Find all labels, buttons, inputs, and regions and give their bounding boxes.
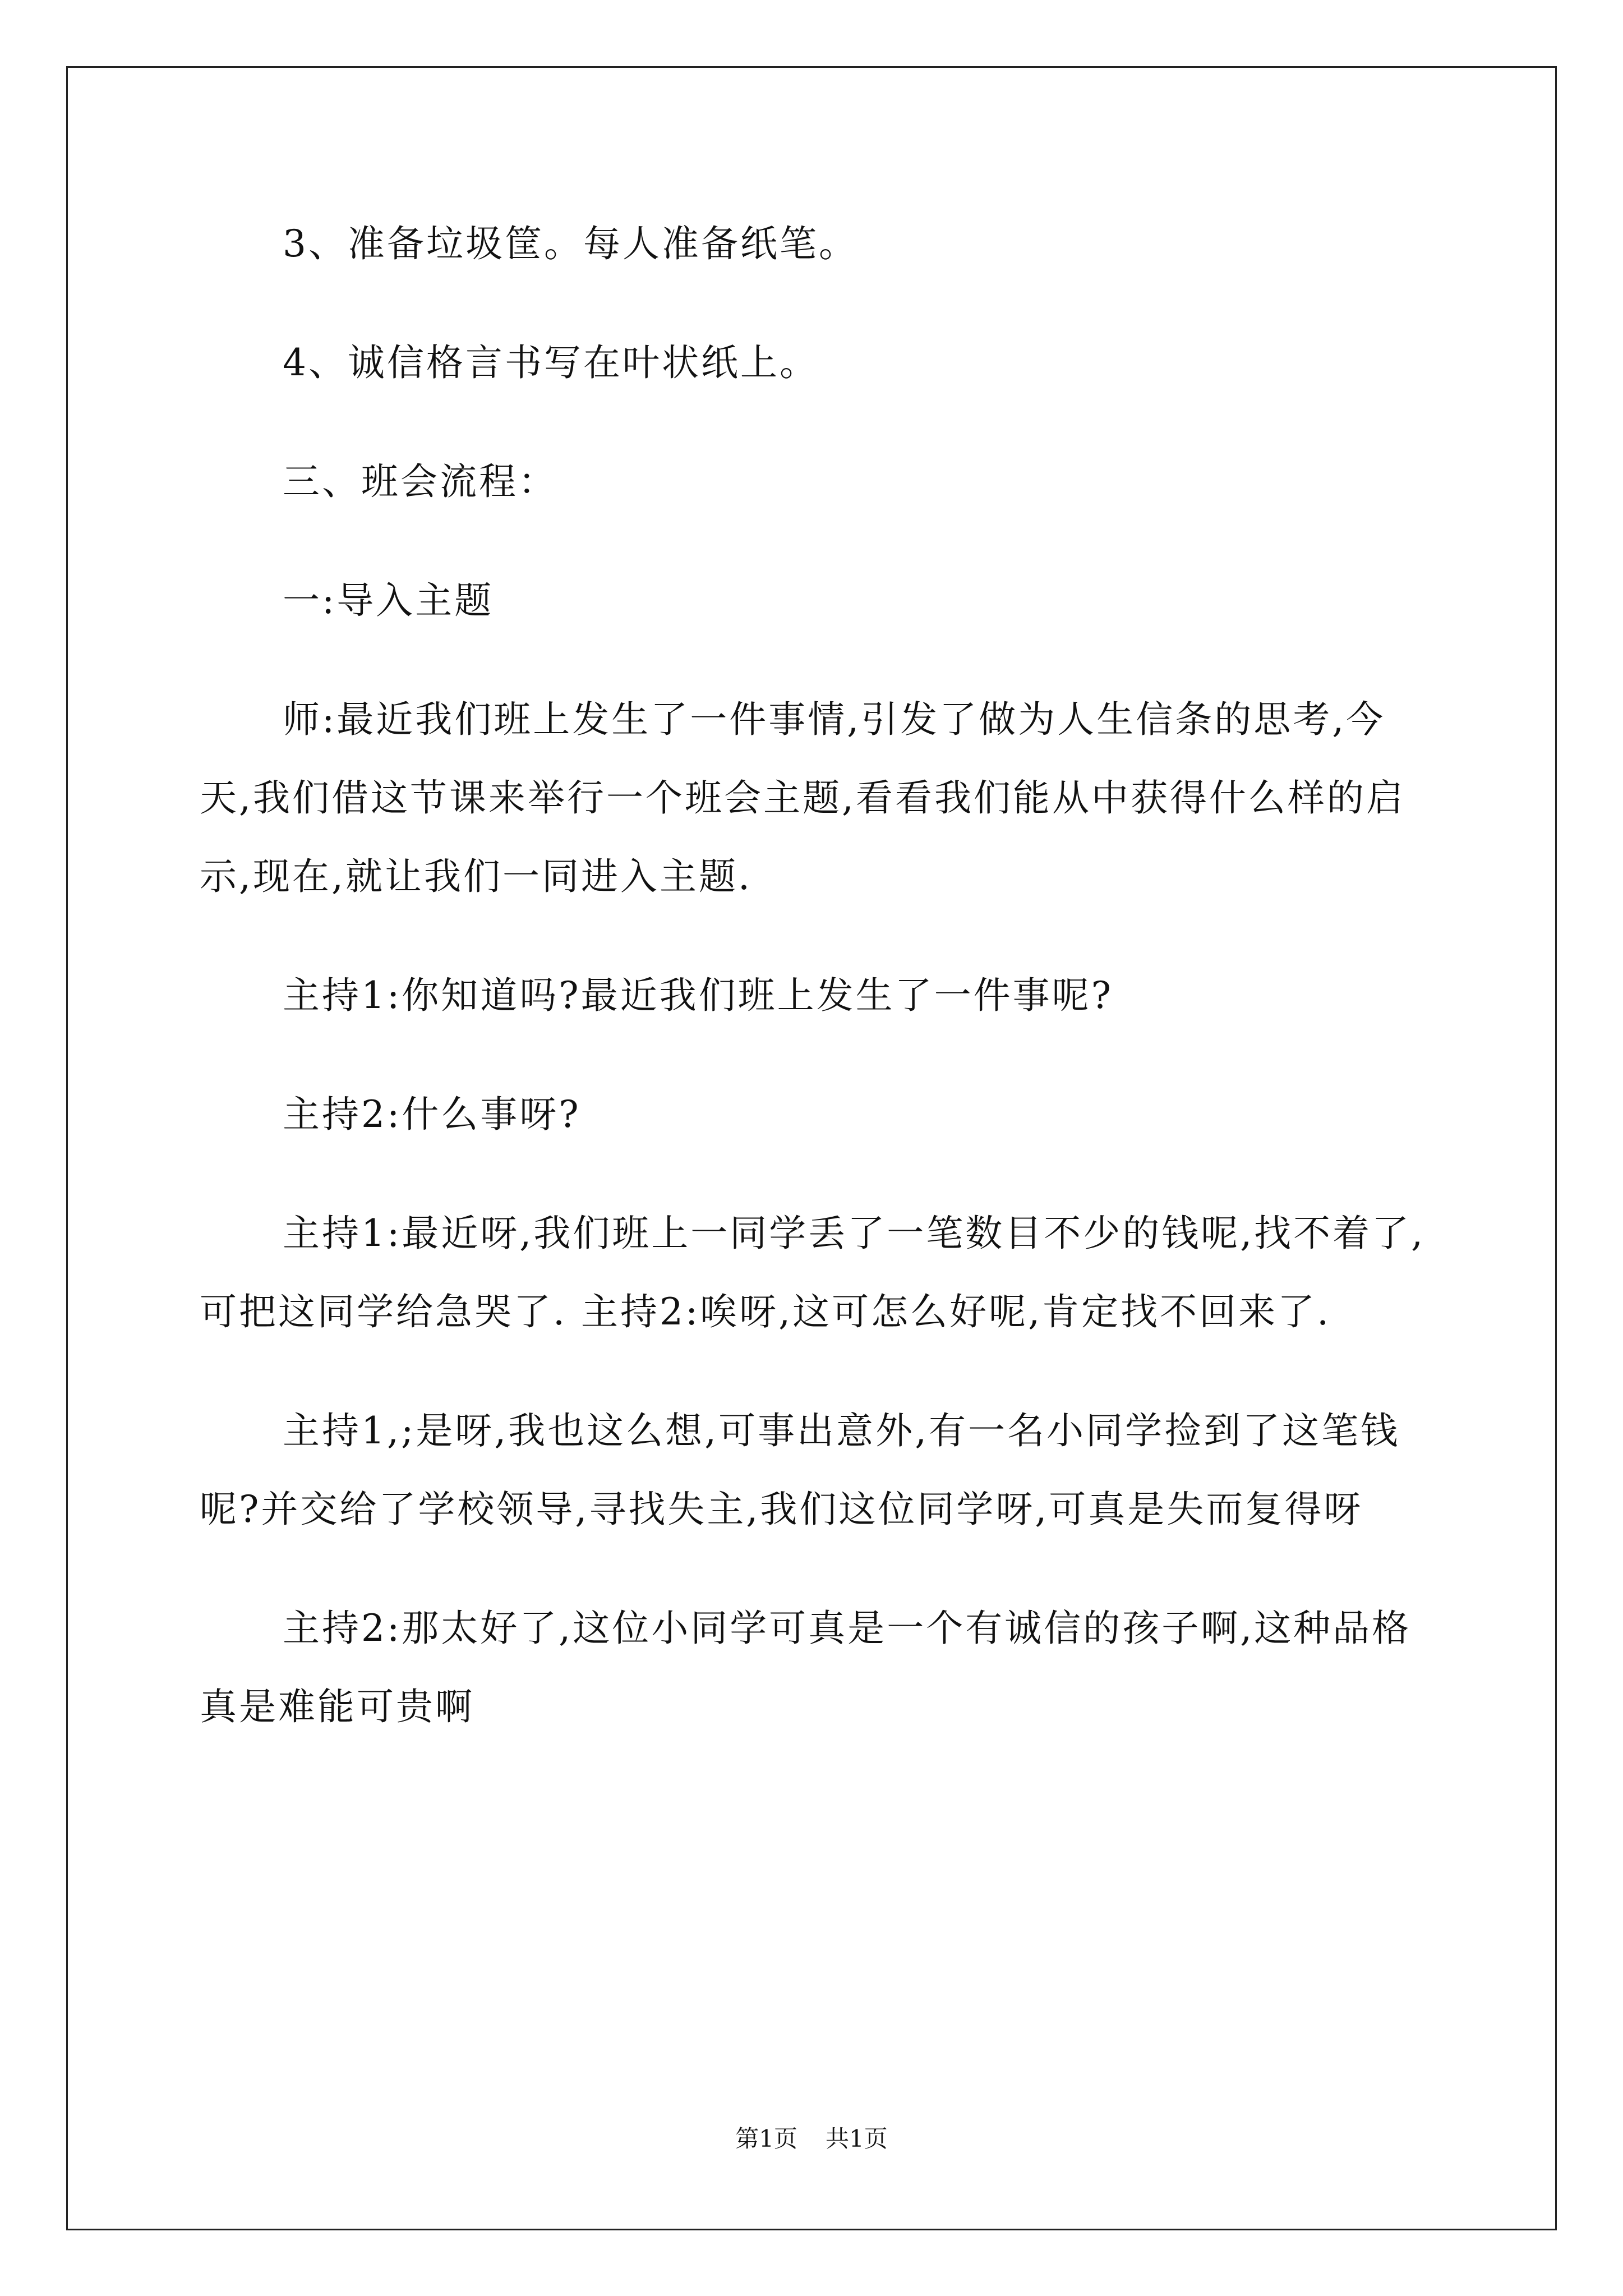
subsection-heading: 一:导入主题 (283, 579, 494, 622)
page-footer (0, 2120, 1623, 2154)
paragraph-host1-b: 主持1:最近呀,我们班上一同学丢了一笔数目不少的钱呢,找不着了,可把这同学给急哭了. 主持2:唉呀,这可怎么好呢,肯定找不回来了. (200, 1212, 1426, 1333)
page-total: 共1页 (826, 2125, 888, 2152)
paragraph-teacher: 师:最近我们班上发生了一件事情,引发了做为人生信条的思考,今天,我们借这节课来举行一个班会主题,看看我们能从中获得什么样的启示,现在,就让我们一同进入主题. (200, 698, 1405, 898)
paragraph-1: 3、准备垃圾筐。每人准备纸笔。 (283, 222, 858, 265)
paragraph-host1-c: 主持1,;是呀,我也这么想,可事出意外,有一名小同学捡到了这笔钱呢?并交给了学校领导,寻找失主,我们这位同学呀,可真是失而复得呀 (200, 1409, 1400, 1531)
paragraph-host2-a: 主持2:什么事呀? (283, 1093, 581, 1136)
paragraph-host1-a: 主持1:你知道吗?最近我们班上发生了一件事呢? (283, 974, 1113, 1017)
document-body (200, 205, 1433, 1787)
page-number: 第1页 (735, 2125, 797, 2152)
paragraph-2: 4、诚信格言书写在叶状纸上。 (283, 341, 819, 384)
paragraph-host2-b: 主持2:那太好了,这位小同学可真是一个有诚信的孩子啊,这种品格真是难能可贵啊 (200, 1607, 1412, 1728)
section-heading: 三、班会流程： (283, 460, 557, 503)
